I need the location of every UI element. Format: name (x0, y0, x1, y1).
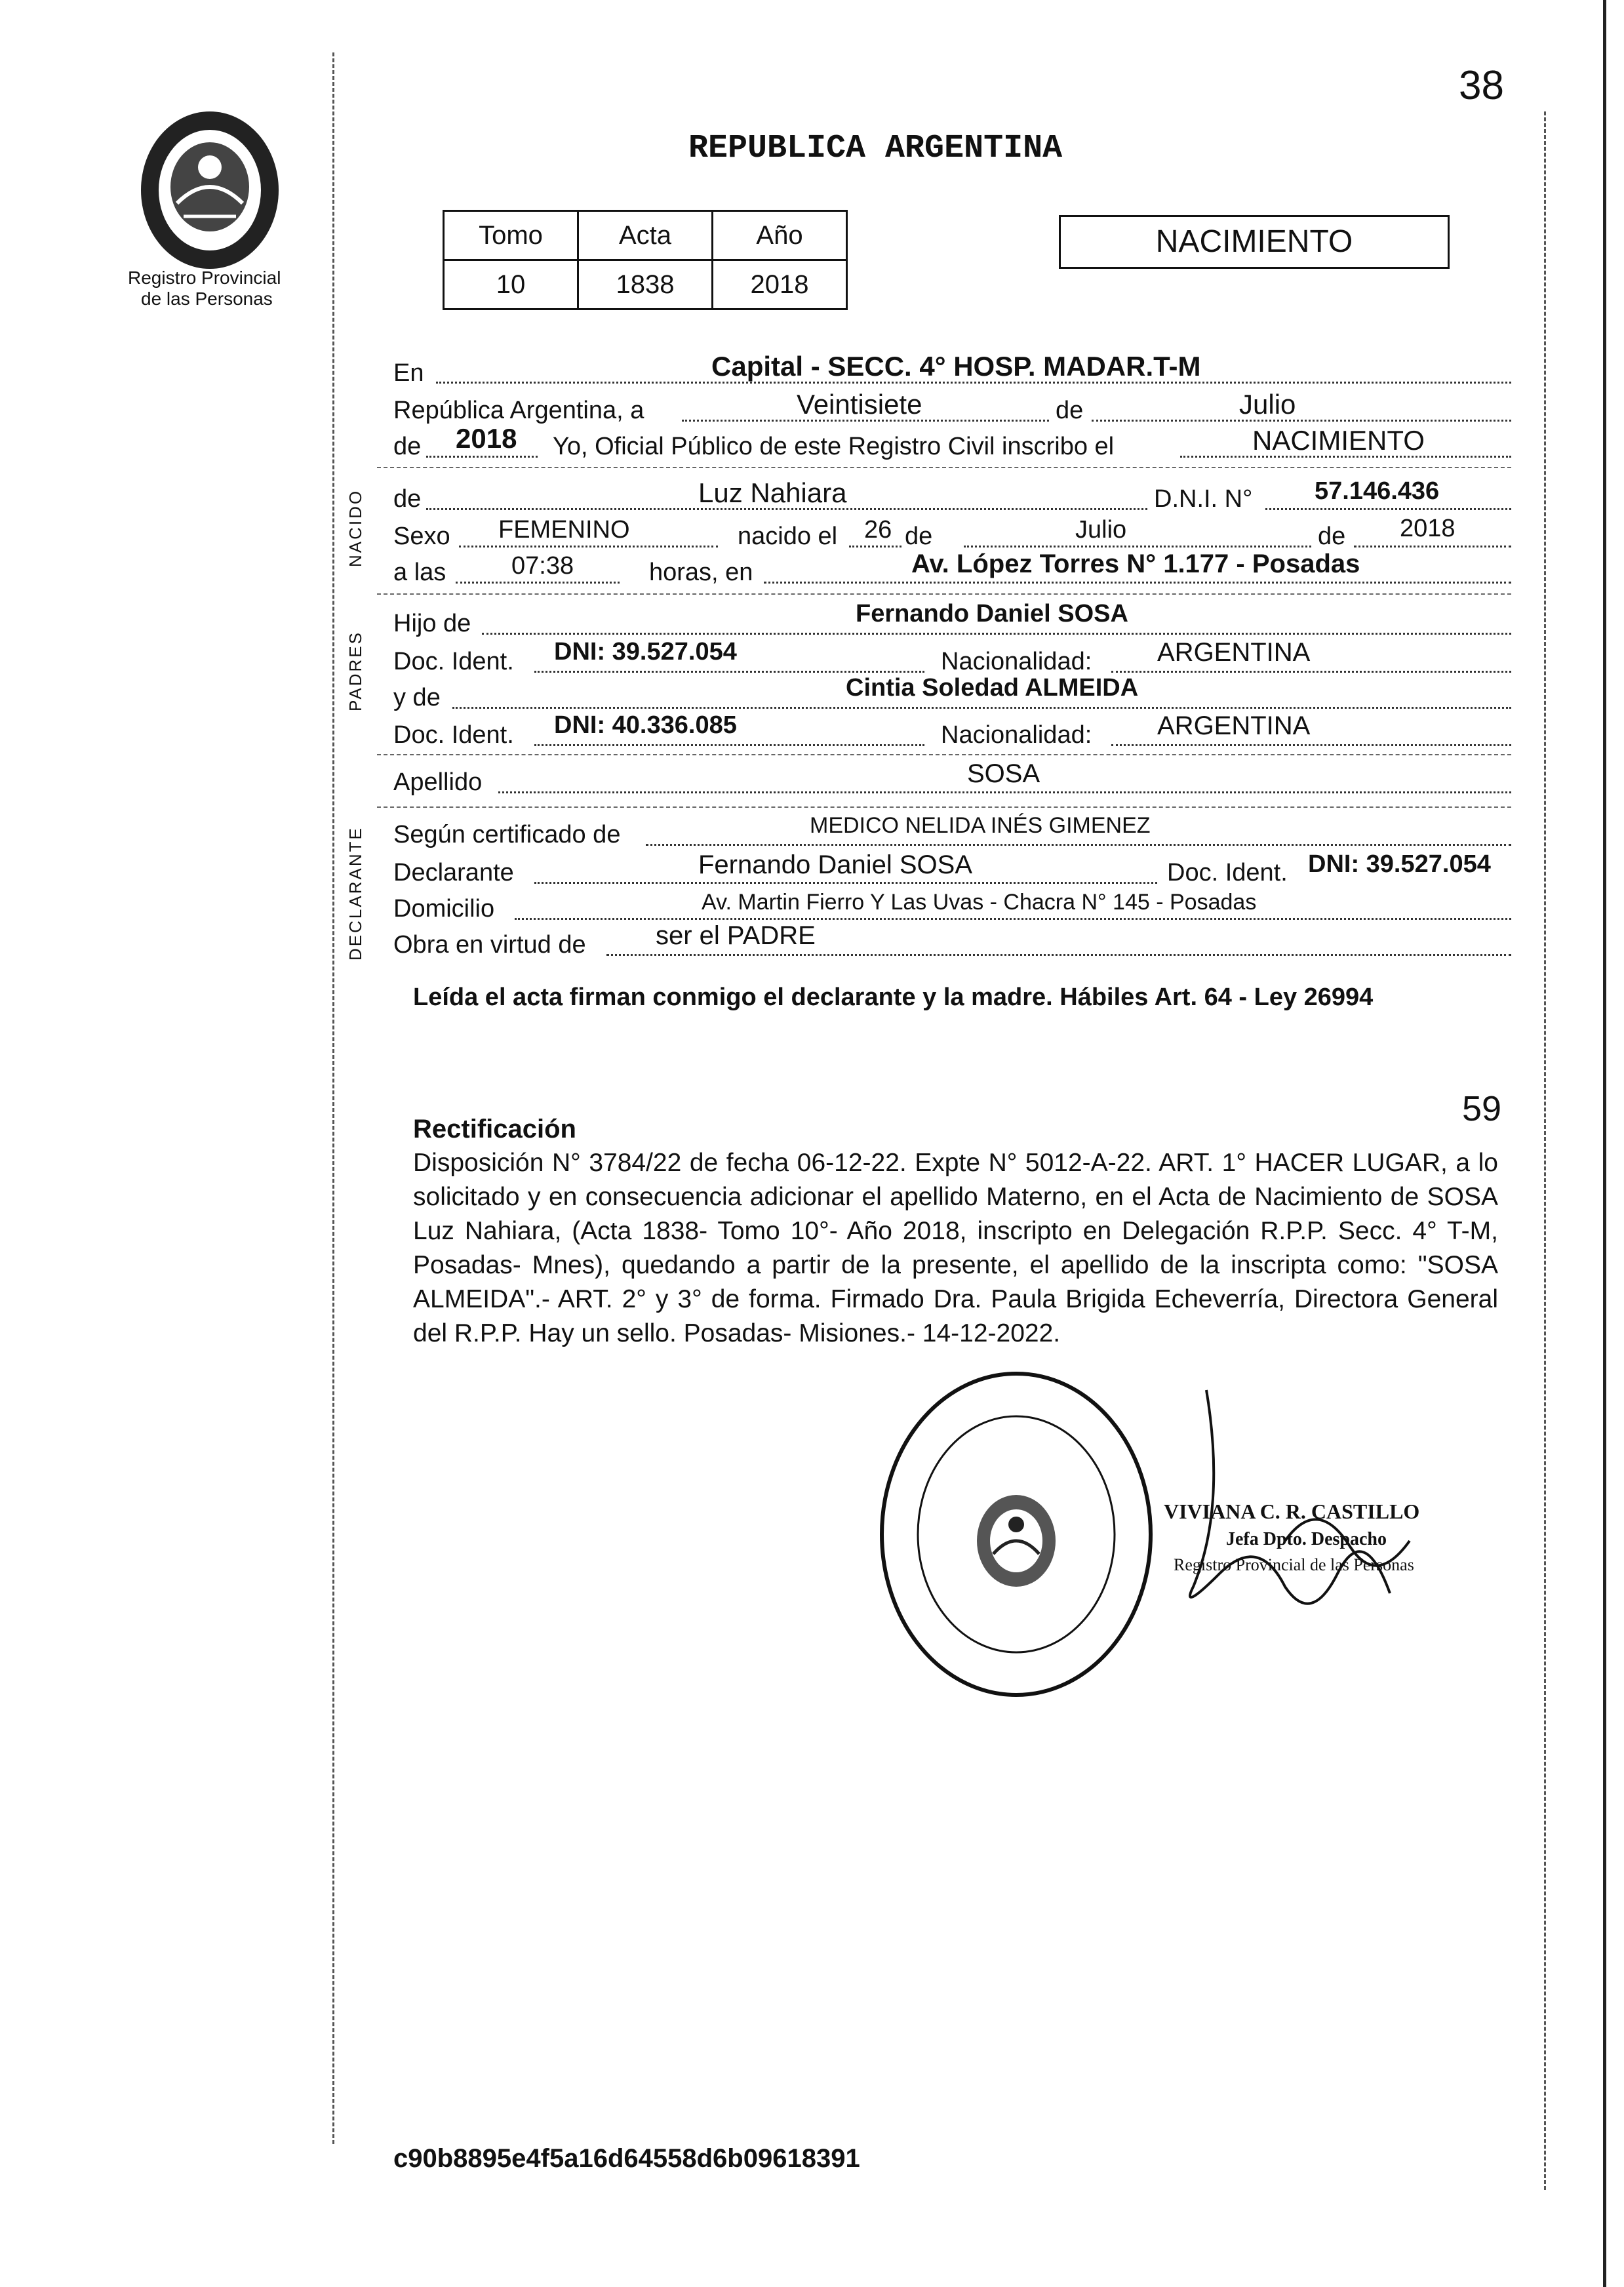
table-header-anio: Año (713, 211, 847, 260)
table-value-acta: 1838 (578, 260, 713, 309)
dots-declarante (534, 882, 1157, 884)
logo-caption-2: de las Personas (141, 288, 273, 309)
label-hijo-de: Hijo de (393, 610, 471, 637)
value-madre: Cintia Soledad ALMEIDA (846, 674, 1139, 702)
value-en: Capital - SECC. 4° HOSP. MADAR.T-M (711, 351, 1201, 382)
label-en: En (393, 359, 424, 387)
value-declarante: Fernando Daniel SOSA (698, 850, 973, 879)
separator-3 (377, 754, 1511, 755)
label-horas-en: horas, en (649, 559, 753, 586)
stamp-line-1: VIVIANA C. R. CASTILLO (1164, 1500, 1420, 1523)
dots-sexo (459, 546, 718, 547)
dots-hora-line (456, 582, 620, 584)
label-declarante: Declarante (393, 859, 514, 886)
label-doc-ident-padre: Doc. Ident. (393, 648, 514, 675)
value-apellido: SOSA (967, 759, 1040, 788)
dots-nac-dia (849, 546, 901, 547)
label-nacido-el: nacido el (738, 523, 838, 550)
separator-1 (377, 467, 1511, 468)
label-de-2: de (393, 433, 422, 460)
side-label-nacido: NACIDO (346, 488, 365, 567)
dots-padre (482, 633, 1511, 635)
value-dni: 57.146.436 (1315, 477, 1440, 505)
province-logo (125, 105, 295, 275)
logo-caption-1: Registro Provincial (128, 268, 281, 288)
rectificacion-title: Rectificación (413, 1115, 576, 1144)
official-seal (872, 1364, 1160, 1705)
value-inscribo: NACIMIENTO (1252, 425, 1425, 456)
value-padre-nac: ARGENTINA (1157, 638, 1311, 667)
record-type-box (1059, 215, 1450, 269)
dots-domicilio (515, 918, 1511, 920)
value-madre-nac: ARGENTINA (1157, 711, 1311, 740)
label-segun: Según certificado de (393, 821, 621, 848)
value-padre-doc: DNI: 39.527.054 (554, 638, 737, 666)
hash-code: c90b8895e4f5a16d64558d6b09618391 (393, 2144, 860, 2173)
label-y-de: y de (393, 684, 441, 711)
label-de-5: de (1318, 523, 1346, 550)
separator-2 (377, 593, 1511, 595)
dots-anio (426, 456, 538, 458)
table-header-tomo: Tomo (444, 211, 578, 260)
dots-madre-nac (1111, 744, 1511, 746)
rectificacion-body: Disposición N° 3784/22 de fecha 06-12-22. Expte N° 5012-A-22. ART. 1° HACER LUGAR, a lo solicitado y en consecuencia adicionar el apellido Materno, en el Acta de Nacimiento de SOSA Luz Nahiara, (Acta 1838- Tomo 10°- Año 2018, inscripto en Delegación R.P.P. Secc. 4° T-M, Posadas- Mnes), quedando a partir de la presente, el apellido de la inscripta como: "SOSA ALMEIDA".- ART. 2° y 3° de forma. Firmado Dra. Paula Brigida Echeverría, Directora General del R.P.P. Hay un sello. Posadas- Misiones.- 14-12-2022. (413, 1149, 1498, 1347)
value-nac-anio: 2018 (1400, 515, 1456, 542)
dots-nac-mes (964, 546, 1311, 547)
label-dni: D.N.I. N° (1154, 485, 1253, 513)
value-hora: 07:38 (511, 552, 574, 580)
label-de-4: de (905, 523, 933, 550)
dots-segun (646, 844, 1511, 846)
value-dia: Veintisiete (797, 389, 922, 420)
value-nombre: Luz Nahiara (698, 477, 847, 508)
label-a-las: a las (393, 559, 446, 586)
page-number-top: 38 (1459, 63, 1504, 108)
closing-text: Leída el acta firman conmigo el declarante y la madre. Hábiles Art. 64 - Ley 26994 (413, 984, 1374, 1011)
value-domicilio: Av. Martin Fierro Y Las Uvas - Chacra N° 145 - Posadas (702, 890, 1257, 915)
value-declarante-doc: DNI: 39.527.054 (1308, 850, 1491, 878)
stamp-line-2: Jefa Dpto. Despacho (1226, 1529, 1387, 1549)
value-segun: MEDICO NELIDA INÉS GIMENEZ (810, 813, 1151, 838)
record-type: NACIMIENTO (1155, 224, 1353, 259)
table-value-tomo: 10 (444, 260, 578, 309)
value-sexo: FEMENINO (498, 516, 630, 544)
separator-4 (377, 806, 1511, 808)
dots-obra (606, 954, 1511, 956)
left-margin-line (332, 52, 334, 2144)
label-doc-ident-madre: Doc. Ident. (393, 721, 514, 749)
record-table (443, 210, 848, 310)
side-label-padres: PADRES (346, 631, 365, 711)
value-madre-doc: DNI: 40.336.085 (554, 711, 737, 739)
right-margin-line (1544, 111, 1546, 2190)
value-lugar: Av. López Torres N° 1.177 - Posadas (911, 549, 1360, 578)
label-nacionalidad-padre: Nacionalidad: (941, 648, 1092, 675)
dots-mes (1092, 420, 1511, 422)
country-title: REPUBLICA ARGENTINA (688, 130, 1063, 167)
label-sexo: Sexo (393, 523, 450, 550)
label-republica: República Argentina, a (393, 397, 644, 424)
value-obra: ser el PADRE (656, 921, 816, 950)
label-apellido: Apellido (393, 768, 483, 796)
dots-padre-nac (1111, 671, 1511, 673)
dots-lugar (764, 582, 1511, 584)
label-domicilio: Domicilio (393, 895, 495, 923)
stamp-line-3: Registro Provincial de las Personas (1174, 1555, 1414, 1574)
dots-padre-doc (534, 671, 924, 673)
value-padre: Fernando Daniel SOSA (856, 600, 1128, 627)
dots-madre (452, 707, 1511, 709)
value-mes: Julio (1239, 389, 1296, 420)
dots-nac-anio (1354, 546, 1511, 547)
right-edge-bar (1603, 0, 1606, 2287)
side-label-declarante: DECLARANTE (346, 826, 365, 961)
dots-apellido (498, 791, 1511, 793)
dots-dni (1265, 508, 1511, 510)
label-de-1: de (1056, 397, 1084, 424)
label-nacionalidad-madre: Nacionalidad: (941, 721, 1092, 749)
label-obra: Obra en virtud de (393, 931, 586, 959)
value-nac-dia: 26 (864, 516, 892, 544)
label-de-3: de (393, 485, 422, 513)
dots-madre-doc (534, 744, 924, 746)
label-doc-ident-declarante: Doc. Ident. (1167, 859, 1288, 886)
value-nac-mes: Julio (1075, 516, 1127, 544)
page-number-mid: 59 (1462, 1089, 1502, 1128)
table-value-anio: 2018 (713, 260, 847, 309)
text-yo-oficial: Yo, Oficial Público de este Registro Civil inscribo el (553, 433, 1115, 460)
value-anio: 2018 (456, 423, 517, 454)
table-header-acta: Acta (578, 211, 713, 260)
